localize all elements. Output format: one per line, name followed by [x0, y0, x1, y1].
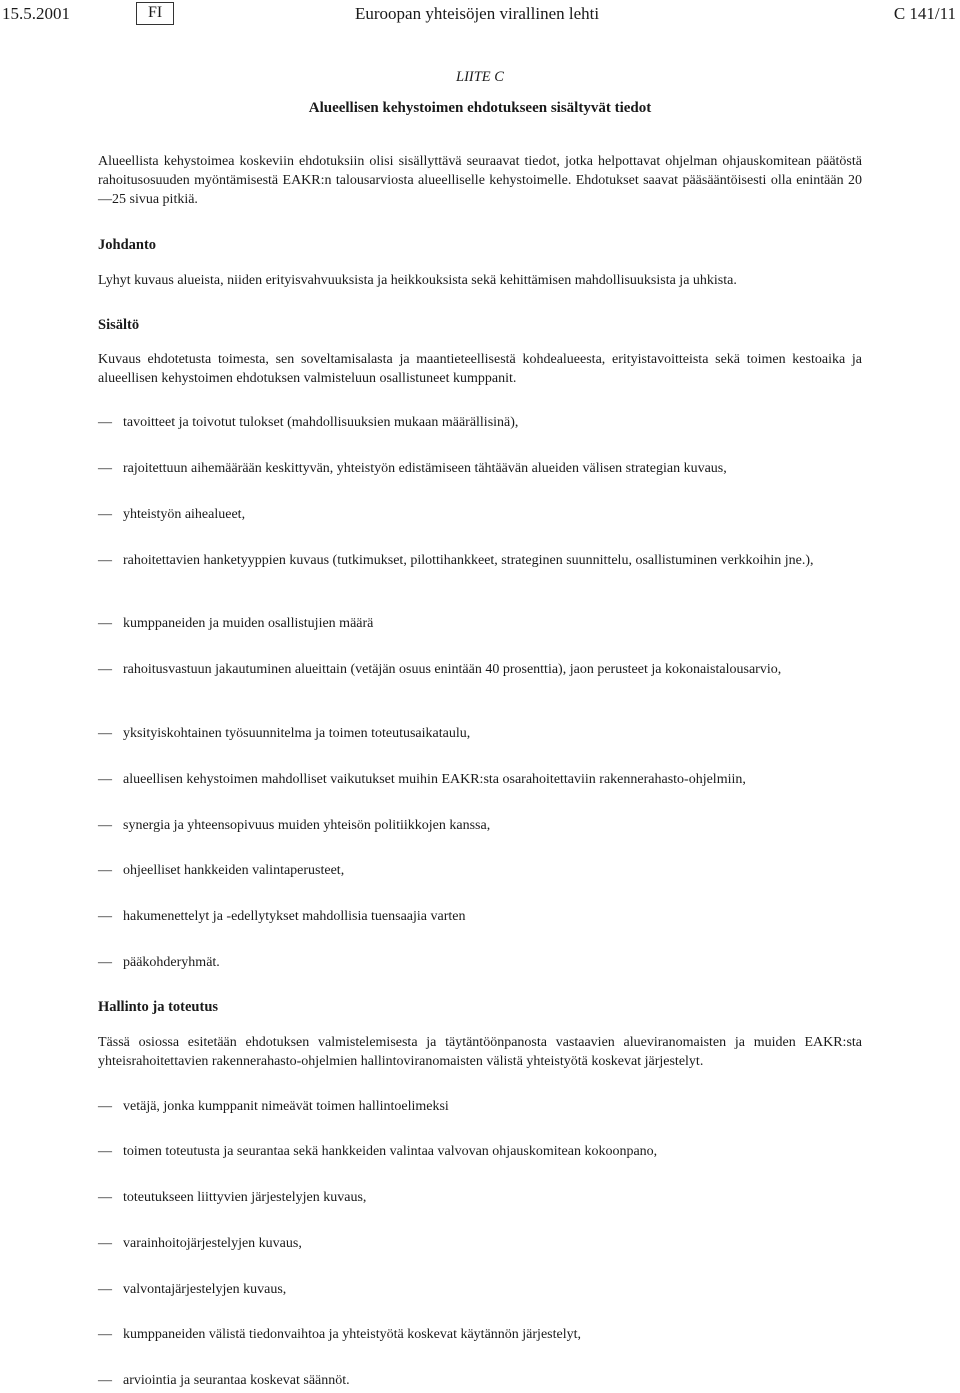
list-item-text: pääkohderyhmät.	[123, 955, 220, 970]
language-badge: FI	[136, 2, 174, 25]
list-item-text: toteutukseen liittyvien järjestelyjen kuvaus,	[123, 1190, 367, 1205]
list-item-text: hakumenettelyt ja -edellytykset mahdollisia tuensaajia varten	[123, 909, 466, 924]
section-heading-johdanto: Johdanto	[98, 237, 157, 253]
list-item-text: arviointia ja seurantaa koskevat säännöt.	[123, 1373, 350, 1388]
list-item-text: valvontajärjestelyjen kuvaus,	[123, 1282, 287, 1297]
list-item	[98, 908, 862, 926]
dash-bullet: —	[98, 507, 112, 522]
johdanto-paragraph: Lyhyt kuvaus alueista, niiden erityisvahvuuksista ja heikkouksista sekä kehittämisen mahdollisuuksista ja uhkista.	[98, 273, 737, 288]
dash-bullet: —	[98, 1282, 112, 1297]
list-item	[98, 1372, 862, 1390]
list-item-text: rahoitusvastuun jakautuminen alueittain (vetäjän osuus enintään 40 prosenttia), jaon perusteet ja kokonaistalousarvio,	[123, 662, 782, 677]
dash-bullet: —	[98, 415, 112, 430]
list-item	[98, 414, 862, 432]
list-item	[98, 1143, 862, 1161]
dash-bullet: —	[98, 955, 112, 970]
list-item-text: varainhoitojärjestelyjen kuvaus,	[123, 1236, 302, 1251]
page-header	[0, 2, 960, 32]
list-item	[98, 771, 862, 789]
dash-bullet: —	[98, 1190, 112, 1205]
dash-bullet: —	[98, 461, 112, 476]
list-item	[98, 615, 862, 633]
list-item-text: kumppaneiden ja muiden osallistujien määrä	[123, 616, 374, 631]
list-item	[98, 725, 862, 743]
dash-bullet: —	[98, 726, 112, 741]
dash-bullet: —	[98, 1373, 112, 1388]
list-item	[98, 1235, 862, 1253]
journal-title: Euroopan yhteisöjen virallinen lehti	[355, 4, 600, 23]
annex-title: LIITE C	[456, 69, 504, 85]
page-number: C 141/11	[893, 4, 956, 23]
list-item	[98, 1189, 862, 1207]
publication-date: 15.5.2001	[2, 4, 70, 23]
list-item-text: toimen toteutusta ja seurantaa sekä hankkeiden valintaa valvovan ohjauskomitean kokoonpano,	[123, 1144, 658, 1159]
list-item	[98, 1281, 862, 1299]
list-item-text: rahoitettavien hanketyyppien kuvaus (tutkimukset, pilottihankkeet, strateginen suunnittelu, osallistuminen verkkoihin jne.),	[123, 553, 814, 568]
dash-bullet: —	[98, 1099, 112, 1114]
dash-bullet: —	[98, 818, 112, 833]
list-item-text: kumppaneiden välistä tiedonvaihtoa ja yhteistyötä koskevat käytännön järjestelyt,	[123, 1327, 581, 1342]
list-item-text: tavoitteet ja toivotut tulokset (mahdollisuuksien mukaan määrällisinä),	[123, 415, 519, 430]
dash-bullet: —	[98, 1327, 112, 1342]
list-item-text: synergia ja yhteensopivuus muiden yhteisön politiikkojen kanssa,	[123, 818, 491, 833]
list-item	[98, 954, 862, 972]
section-heading-hallinto: Hallinto ja toteutus	[98, 999, 219, 1015]
list-item	[98, 817, 862, 835]
dash-bullet: —	[98, 1236, 112, 1251]
list-item	[98, 552, 862, 570]
list-item-text: yhteistyön aihealueet,	[123, 507, 246, 522]
list-item	[98, 661, 862, 679]
sisalto-paragraph: Kuvaus ehdotetusta toimesta, sen soveltamisalasta ja maantieteellisestä kohdealueesta, erityistavoitteista sekä toimen kestoaika ja alueellisen kehystoimen ehdotuksen valmisteluun osallistuneet kumppanit.	[98, 352, 862, 386]
list-item	[98, 1098, 862, 1116]
list-item-text: rajoitettuun aihemäärään keskittyvän, yhteistyön edistämiseen tähtäävän alueiden välisen strategian kuvaus,	[123, 461, 727, 476]
intro-paragraph: Alueellista kehystoimea koskeviin ehdotuksiin olisi sisällyttävä seuraavat tiedot, jotka helpottavat ohjelman ohjauskomitean päätöstä rahoitusosuuden myöntämisestä EAKR:n talousarviosta alueelliselle kehystoimelle. Ehdotukset saavat pääsääntöisesti olla enintään 20—25 sivua pitkiä.	[98, 154, 862, 207]
dash-bullet: —	[98, 553, 112, 568]
section-heading-sisalto: Sisältö	[98, 317, 140, 333]
dash-bullet: —	[98, 662, 112, 677]
dash-bullet: —	[98, 772, 112, 787]
dash-bullet: —	[98, 616, 112, 631]
dash-bullet: —	[98, 1144, 112, 1159]
list-item-text: alueellisen kehystoimen mahdolliset vaikutukset muihin EAKR:sta osarahoitettaviin rakennerahasto-ohjelmiin,	[123, 772, 746, 787]
list-item	[98, 506, 862, 524]
list-item	[98, 460, 862, 478]
list-item	[98, 1326, 862, 1344]
list-item-text: vetäjä, jonka kumppanit nimeävät toimen hallintoelimeksi	[123, 1099, 449, 1114]
list-item-text: ohjeelliset hankkeiden valintaperusteet,	[123, 863, 345, 878]
list-item-text: yksityiskohtainen työsuunnitelma ja toimen toteutusaikataulu,	[123, 726, 471, 741]
list-item	[98, 862, 862, 880]
dash-bullet: —	[98, 909, 112, 924]
dash-bullet: —	[98, 863, 112, 878]
annex-subtitle: Alueellisen kehystoimen ehdotukseen sisältyvät tiedot	[308, 100, 652, 116]
hallinto-paragraph: Tässä osiossa esitetään ehdotuksen valmistelemisesta ja täytäntöönpanosta vastaavien alueviranomaisten ja muiden EAKR:sta yhteisrahoitettavien rakennerahasto-ohjelmien hallintoviranomaisten välistä yhteistyötä koskevat järjestelyt.	[98, 1035, 862, 1069]
